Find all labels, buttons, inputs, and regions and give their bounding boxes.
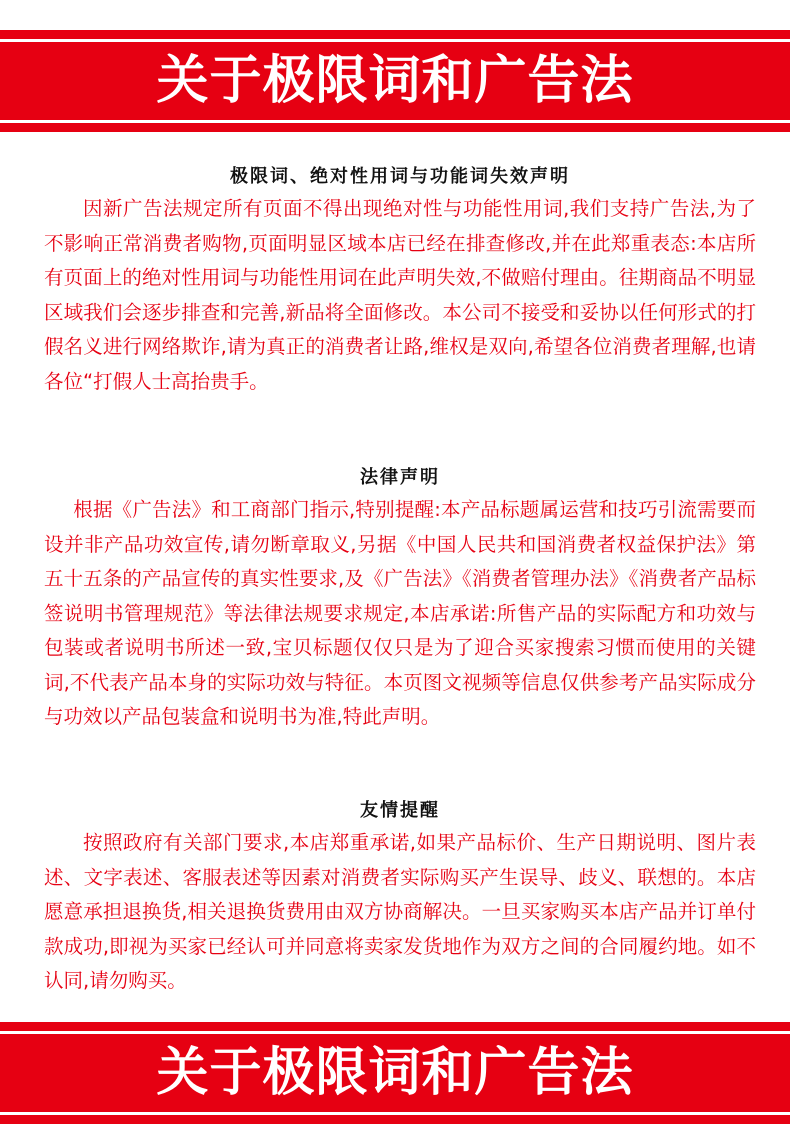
banner-bottom-rule — [0, 120, 790, 123]
section-legal-statement — [44, 463, 756, 735]
banner-bottom-rule — [0, 1112, 790, 1115]
bottom-banner — [0, 1022, 790, 1124]
section-heading: 法律声明 — [360, 467, 440, 488]
section-heading: 极限词、绝对性用词与功能词失效声明 — [230, 166, 570, 187]
section-body: 根据《广告法》和工商部门指示,特别提醒:本产品标题属运营和技巧引流需要而设并非产品功效宣传,请勿断章取义,另据《中国人民共和国消费者权益保护法》第五十五条的产品宣传的真实性要求,及《广告法》《消费者管理办法》《消费者产品标签说明书管理规范》等法律法规要求规定,本店承诺:所售产品的实际配方和功效与包装或者说明书所述一致,宝贝标题仅仅只是为了迎合买家搜索习惯而使用的关键词,不代表产品本身的实际功效与特征。本页图文视频等信息仅供参考产品实际成分与功效以产品包装盒和说明书为准,特此声明。 — [44, 498, 756, 728]
section-absolute-terms — [44, 162, 756, 399]
section-body: 按照政府有关部门要求,本店郑重承诺,如果产品标价、生产日期说明、图片表述、文字表述、客服表述等因素对消费者实际购买产生误导、歧义、联想的。本店愿意承担退换货,相关退换货费用由双方协商解决。一旦买家购买本店产品并订单付款成功,即视为买家已经认可并同意将卖家发货地作为双方之间的合同履约地。如不认同,请勿购买。 — [44, 831, 756, 992]
section-body: 因新广告法规定所有页面不得出现绝对性与功能性用词,我们支持广告法,为了不影响正常消费者购物,页面明显区域本店已经在排查修改,并在此郑重表态:本店所有页面上的绝对性用词与功能性用词在此声明失效,不做赔付理由。往期商品不明显区域我们会逐步排查和完善,新品将全面修改。本公司不接受和妥协以任何形式的打假名义进行网络欺诈,请为真正的消费者让路,维权是双向,希望各位消费者理解,也请各位“打假人士高抬贵手。 — [44, 197, 756, 393]
banner-title: 关于极限词和广告法 — [156, 1043, 634, 1103]
top-banner — [0, 30, 790, 132]
section-friendly-reminder — [44, 796, 756, 999]
section-heading: 友情提醒 — [360, 800, 440, 821]
banner-title: 关于极限词和广告法 — [156, 51, 634, 111]
